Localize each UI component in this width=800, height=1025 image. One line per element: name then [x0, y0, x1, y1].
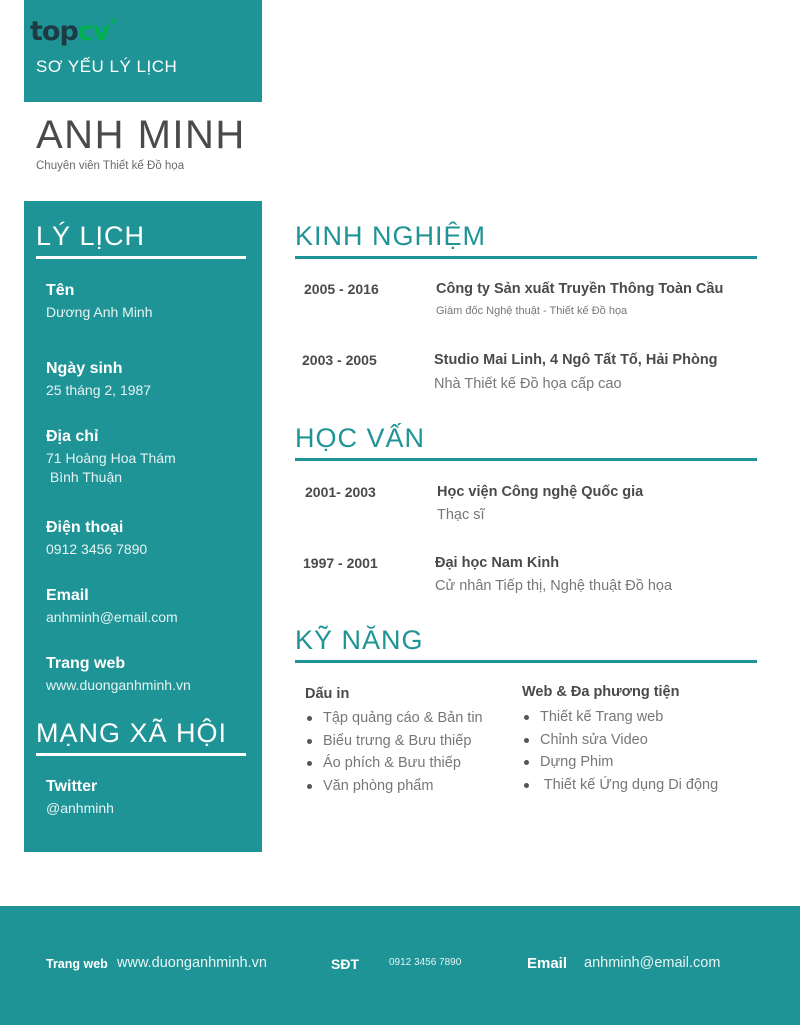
topcv-logo[interactable] [30, 18, 116, 45]
resume-subtitle: SƠ YẾU LÝ LỊCH [36, 57, 178, 76]
footer-phone-label: SĐT [331, 956, 359, 972]
sidebar [24, 201, 262, 852]
candidate-name: ANH MINH [36, 113, 246, 157]
skill-group-title: Dấu in [305, 686, 350, 702]
skill-group-title: Web & Đa phương tiện [522, 684, 680, 700]
profile-heading: LÝ LỊCH [36, 221, 146, 251]
experience-years: 2003 - 2005 [302, 352, 377, 368]
experience-org: Công ty Sản xuất Truyền Thông Toàn Cầu [436, 281, 724, 297]
education-org: Học viện Công nghệ Quốc gia [437, 484, 644, 500]
social-heading-rule [36, 753, 246, 756]
field-value-address-line1: 71 Hoàng Hoa Thám [46, 450, 176, 466]
field-value-name: Dương Anh Minh [46, 304, 153, 320]
social-value-twitter[interactable]: @anhminh [46, 800, 114, 816]
field-value-address-line2: Bình Thuận [46, 469, 123, 485]
education-degree: Cử nhân Tiếp thị, Nghệ thuật Đồ họa [435, 578, 673, 594]
education-degree: Thạc sĩ [437, 507, 485, 523]
field-value-website[interactable]: www.duonganhminh.vn [46, 677, 191, 693]
skill-item: Dựng Phim [522, 751, 718, 774]
skills-heading: KỸ NĂNG [295, 625, 424, 655]
social-heading: MẠNG XÃ HỘI [36, 718, 228, 748]
experience-org: Studio Mai Linh, 4 Ngô Tất Tố, Hải Phòng [434, 352, 718, 368]
candidate-job-title: Chuyên viên Thiết kế Đồ họa [36, 160, 185, 172]
logo-cv-text: cv [77, 16, 110, 47]
education-years: 1997 - 2001 [303, 555, 378, 571]
footer-phone-value[interactable]: 0912 3456 7890 [389, 957, 462, 968]
field-value-email[interactable]: anhminh@email.com [46, 609, 178, 625]
education-org: Đại học Nam Kinh [435, 555, 560, 571]
field-label-name: Tên [46, 282, 75, 299]
experience-years: 2005 - 2016 [304, 281, 379, 297]
social-label-twitter: Twitter [46, 778, 98, 795]
footer-website-label: Trang web [46, 957, 108, 971]
field-value-phone[interactable]: 0912 3456 7890 [46, 541, 148, 557]
experience-role: Giám đốc Nghệ thuật - Thiết kế Đồ họa [436, 305, 628, 317]
skill-item: Văn phòng phẩm [305, 775, 483, 798]
experience-heading-rule [295, 256, 757, 259]
skill-item: Thiết kế Trang web [522, 706, 718, 729]
footer-email-value[interactable]: anhminh@email.com [584, 955, 721, 971]
field-label-phone: Điện thoại [46, 519, 124, 536]
logo-registered-mark: ® [109, 17, 117, 26]
skill-list-print [305, 707, 483, 797]
education-years: 2001- 2003 [305, 484, 376, 500]
field-label-email: Email [46, 587, 89, 604]
skill-item: Áo phích & Bưu thiếp [305, 752, 483, 775]
profile-heading-rule [36, 256, 246, 259]
skill-item: Chỉnh sửa Video [522, 729, 718, 752]
skill-list-web [522, 706, 718, 796]
skills-heading-rule [295, 660, 757, 663]
experience-role: Nhà Thiết kế Đồ họa cấp cao [434, 376, 622, 392]
footer [0, 906, 800, 1025]
skill-item: Thiết kế Ứng dụng Di động [522, 774, 718, 797]
skill-item: Biểu trưng & Bưu thiếp [305, 730, 483, 753]
field-value-birthday: 25 tháng 2, 1987 [46, 382, 152, 398]
skill-item: Tập quảng cáo & Bản tin [305, 707, 483, 730]
footer-website-value[interactable]: www.duonganhminh.vn [117, 955, 267, 971]
field-label-birthday: Ngày sinh [46, 360, 123, 377]
field-label-address: Địa chỉ [46, 428, 99, 445]
footer-email-label: Email [527, 955, 568, 972]
experience-heading: KINH NGHIỆM [295, 221, 487, 251]
field-label-website: Trang web [46, 655, 126, 672]
logo-top-text: top [30, 16, 78, 47]
education-heading: HỌC VẤN [295, 423, 426, 453]
education-heading-rule [295, 458, 757, 461]
